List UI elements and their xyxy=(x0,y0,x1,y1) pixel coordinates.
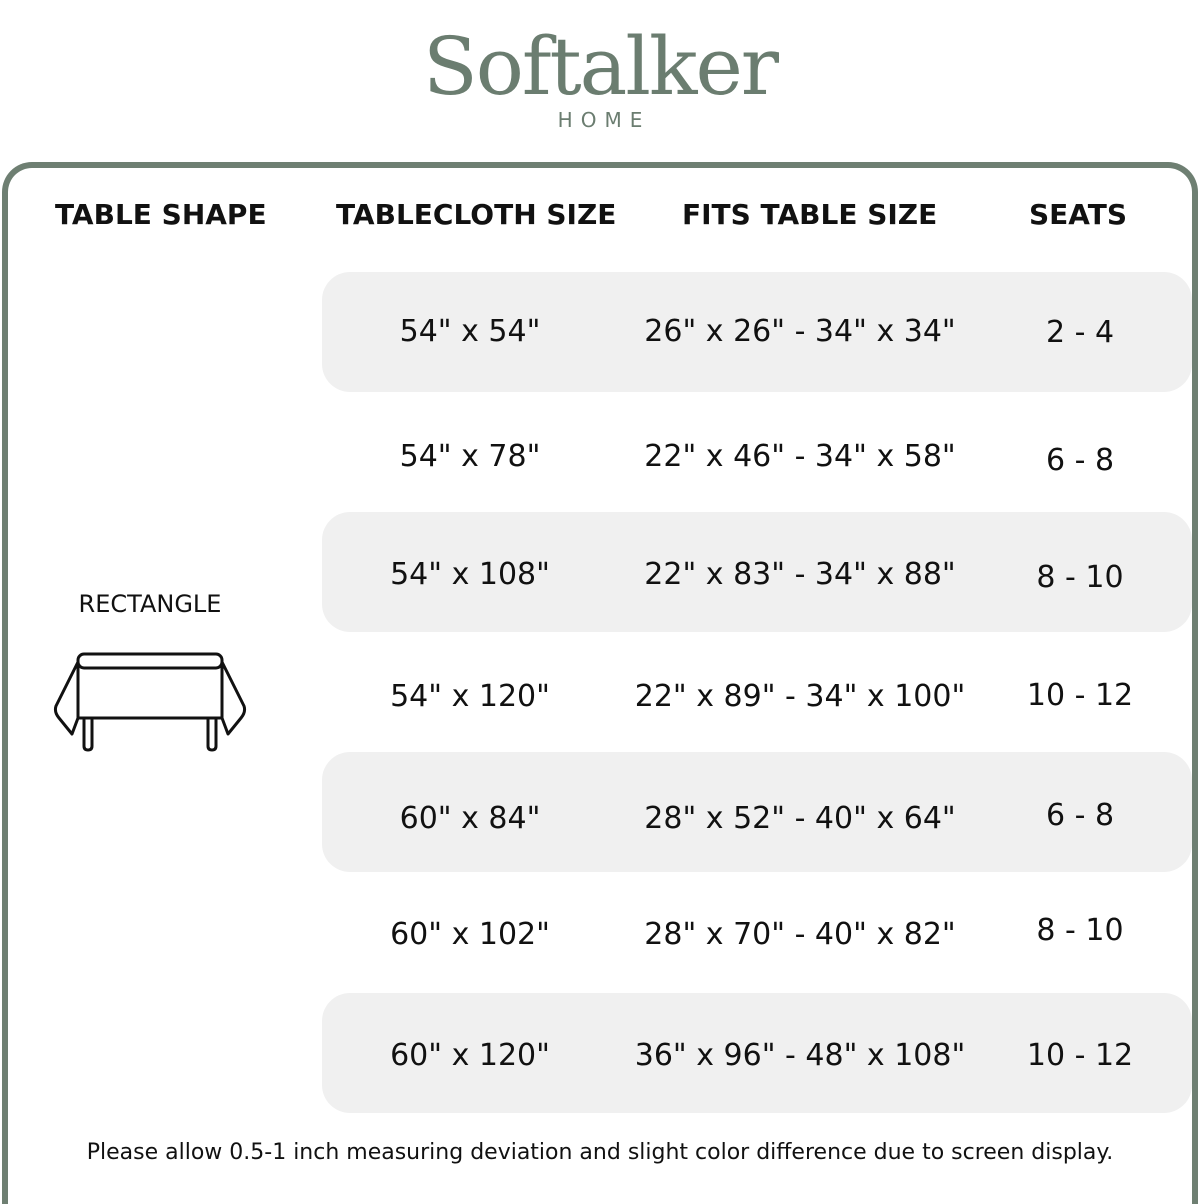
tablecloth-size-cell: 54" x 78" xyxy=(399,439,541,474)
disclaimer-note: Please allow 0.5-1 inch measuring deviation and slight color difference due to screen display. xyxy=(86,1140,1114,1165)
tablecloth-size-cell: 60" x 120" xyxy=(390,1038,550,1073)
seats-cell: 2 - 4 xyxy=(1045,315,1115,350)
seats-cell: 10 - 12 xyxy=(1026,1038,1134,1073)
seats-cell: 6 - 8 xyxy=(1045,443,1115,478)
brand-name: Softalker xyxy=(422,20,778,113)
header-seats: SEATS xyxy=(1029,198,1128,231)
tablecloth-size-cell: 54" x 120" xyxy=(390,679,550,714)
brand-subtitle: HOME xyxy=(557,108,651,132)
seats-cell: 8 - 10 xyxy=(1036,560,1124,595)
fits-table-size-cell: 28" x 70" - 40" x 82" xyxy=(644,917,956,952)
fits-table-size-cell: 22" x 89" - 34" x 100" xyxy=(634,679,966,714)
fits-table-size-cell: 22" x 46" - 34" x 58" xyxy=(644,439,956,474)
fits-table-size-cell: 36" x 96" - 48" x 108" xyxy=(634,1038,966,1073)
tablecloth-size-cell: 60" x 102" xyxy=(390,917,550,952)
header-fits-table-size: FITS TABLE SIZE xyxy=(682,198,938,231)
tablecloth-size-cell: 54" x 108" xyxy=(390,557,550,592)
shape-label: RECTANGLE xyxy=(78,590,222,618)
header-table-shape: TABLE SHAPE xyxy=(55,198,267,231)
seats-cell: 10 - 12 xyxy=(1026,678,1134,713)
seats-cell: 8 - 10 xyxy=(1036,913,1124,948)
tablecloth-size-cell: 54" x 54" xyxy=(399,314,541,349)
fits-table-size-cell: 28" x 52" - 40" x 64" xyxy=(644,801,956,836)
brand-logo xyxy=(0,22,1200,132)
rectangle-table-icon xyxy=(50,648,250,754)
fits-table-size-cell: 22" x 83" - 34" x 88" xyxy=(644,557,956,592)
tablecloth-size-cell: 60" x 84" xyxy=(399,801,541,836)
seats-cell: 6 - 8 xyxy=(1045,798,1115,833)
fits-table-size-cell: 26" x 26" - 34" x 34" xyxy=(644,314,956,349)
header-tablecloth-size: TABLECLOTH SIZE xyxy=(336,198,617,231)
